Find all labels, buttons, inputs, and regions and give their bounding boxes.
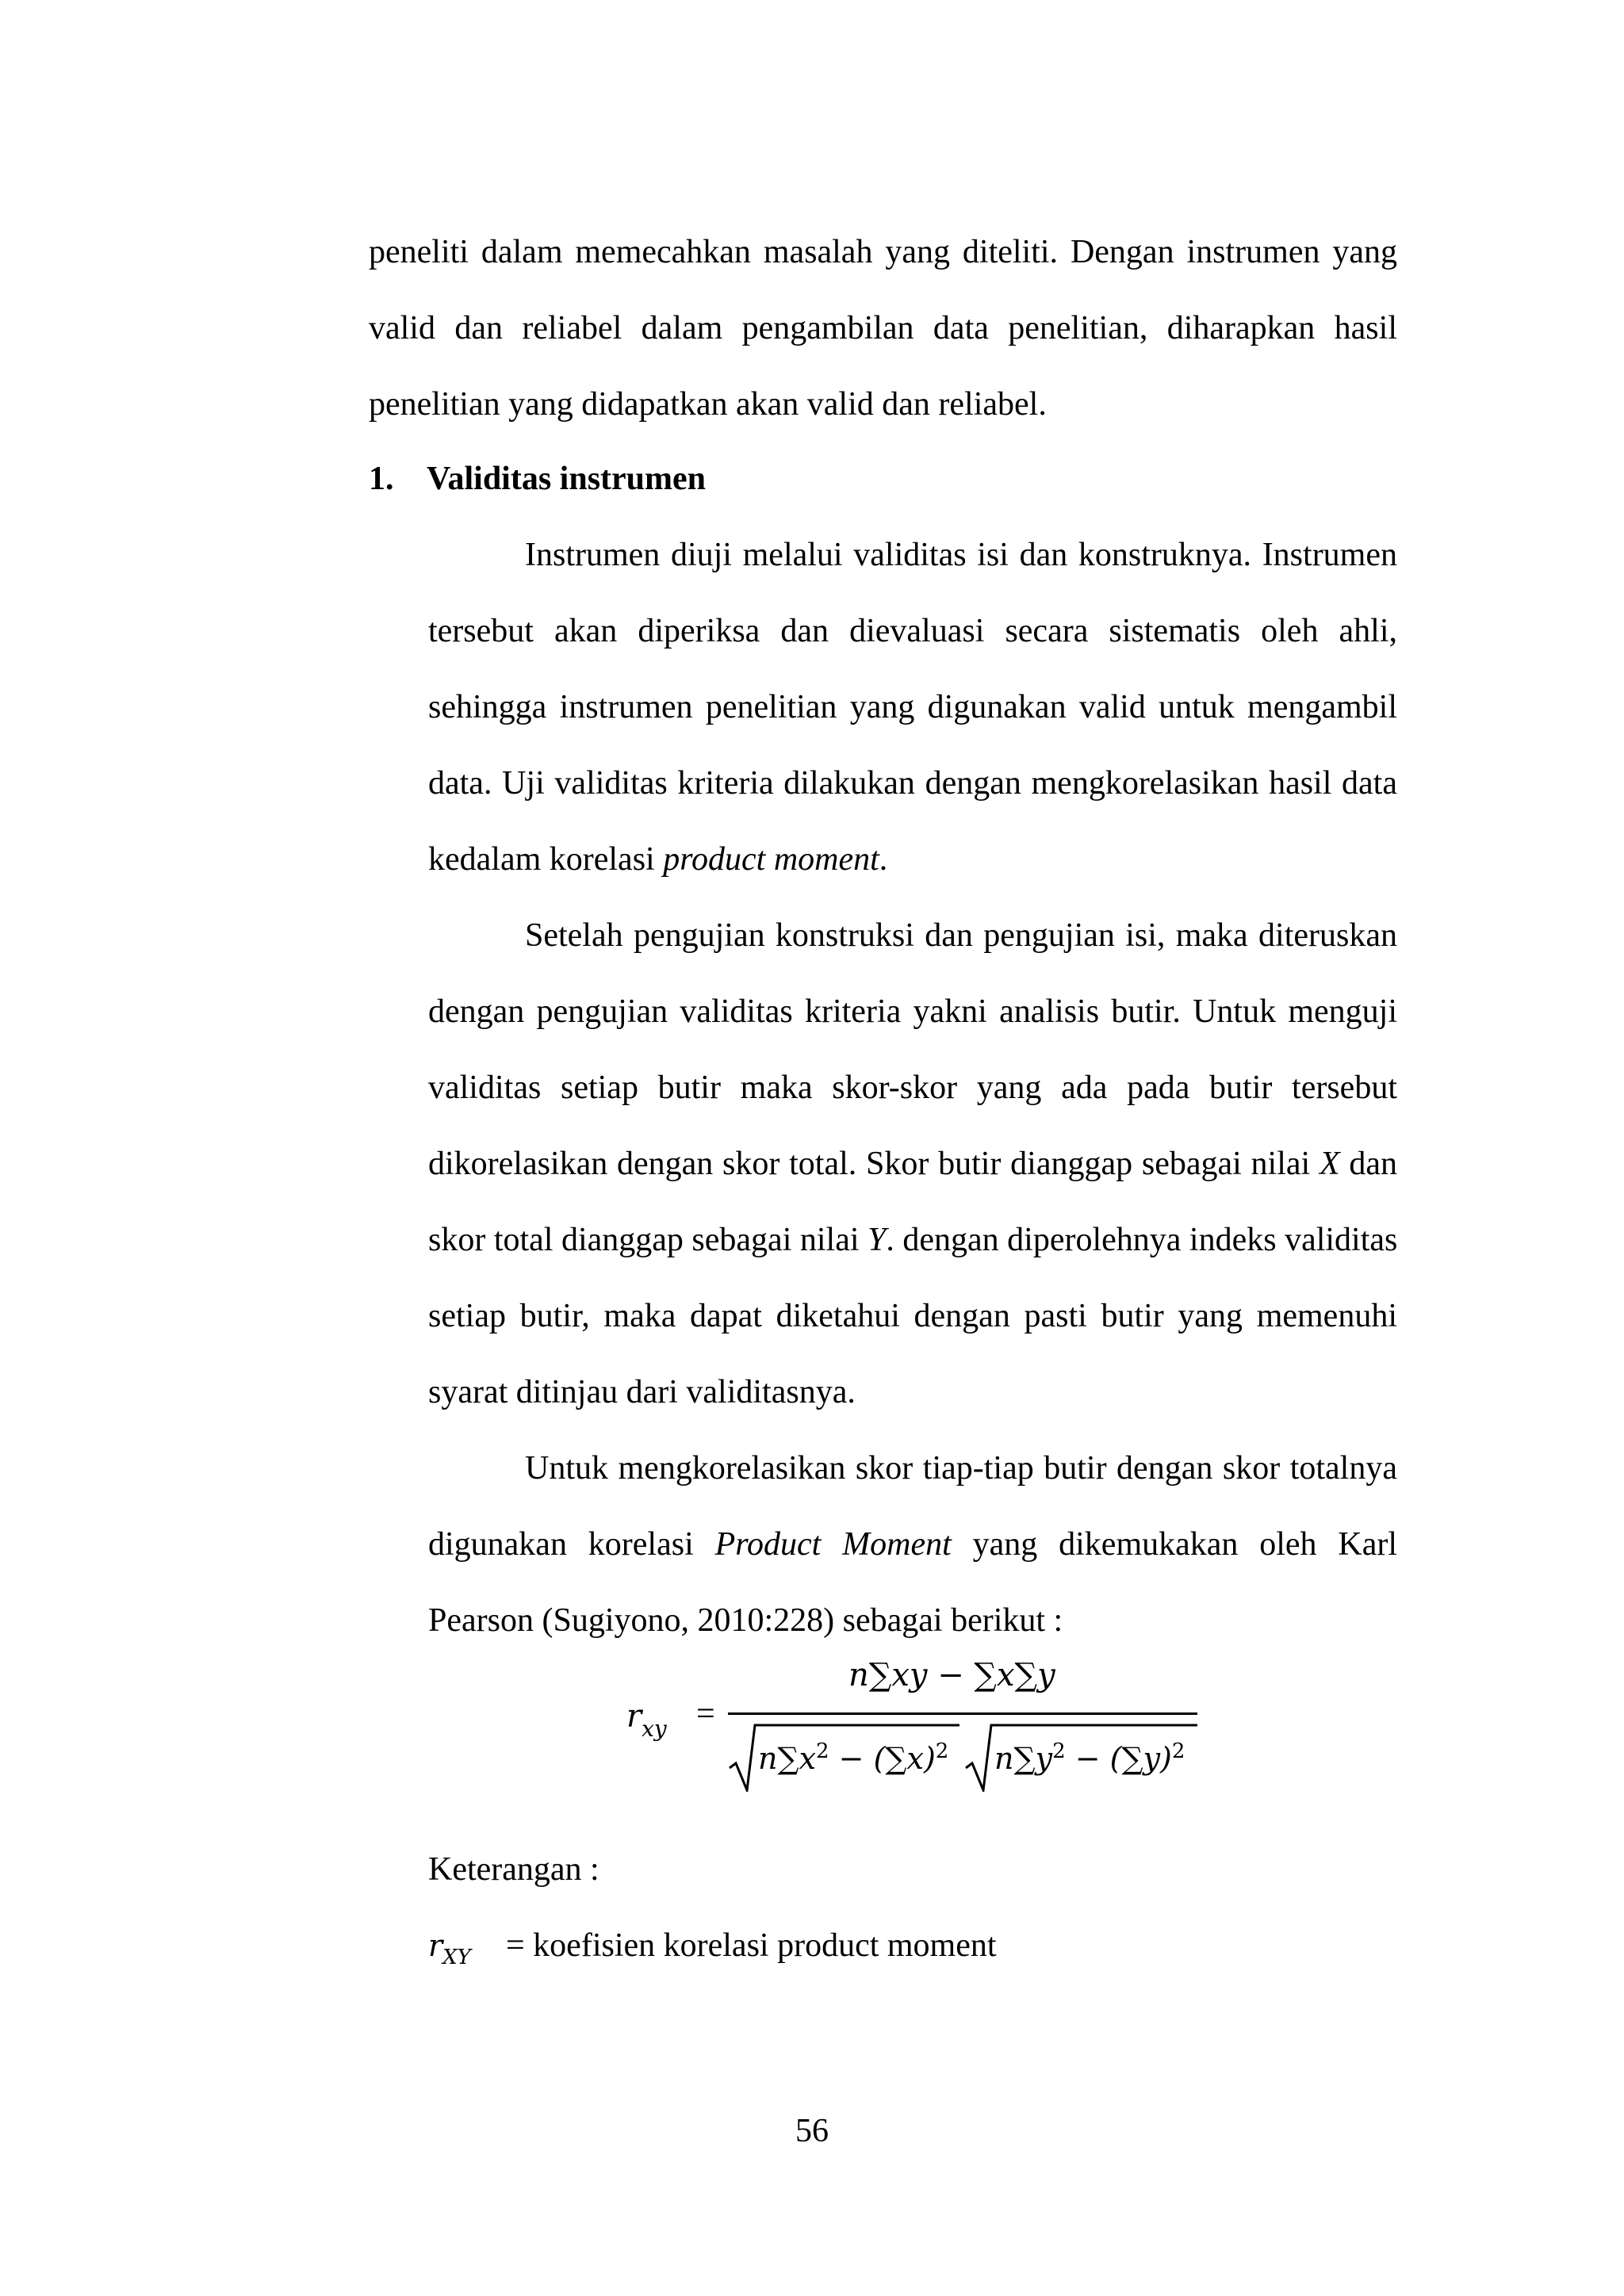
formula-numerator: n∑xy − ∑x∑y [848, 1657, 1055, 1693]
text-line: Instrumen diuji melalui validitas isi dan konstruknya. Instrumen [525, 537, 1397, 573]
text-run: kedalam korelasi [428, 841, 664, 878]
text-line: sehingga instrumen penelitian yang digunakan valid untuk mengambil [428, 689, 1397, 725]
italic-variable: X [1319, 1146, 1340, 1182]
text-line: penelitian yang didapatkan akan valid dan reliabel. [369, 386, 1047, 423]
equals-sign: = [696, 1696, 715, 1732]
legend-row [428, 1908, 997, 1996]
italic-term: product moment [663, 841, 879, 878]
text-line: valid dan reliabel dalam pengambilan data penelitian, diharapkan hasil [369, 310, 1397, 346]
text-run: dikorelasikan dengan skor total. Skor butir dianggap sebagai nilai [428, 1146, 1320, 1182]
fraction-bar [728, 1712, 1197, 1715]
text-run: skor total dianggap sebagai nilai [428, 1222, 868, 1258]
text-line: validitas setiap butir maka skor-skor yang ada pada butir tersebut [428, 1070, 1397, 1106]
text-line: Setelah pengujian konstruksi dan pengujian isi, maka diteruskan [525, 917, 1397, 954]
intro-paragraph [369, 214, 1397, 442]
text-line: data. Uji validitas kriteria dilakukan dengan mengkorelasikan hasil data [428, 765, 1397, 802]
text-line: syarat ditinjau dari validitasnya. [428, 1374, 856, 1410]
text-line [428, 1126, 1397, 1202]
formula-lhs: $r_{xy}$ [626, 1698, 667, 1742]
formula-denominator [728, 1722, 1197, 1793]
radical-y: $n\sum y^2 - (\sum y)^2$ [964, 1722, 1197, 1792]
text-line: Untuk mengkorelasikan skor tiap-tiap butir dengan skor totalnya [525, 1450, 1397, 1487]
italic-term: Product Moment [714, 1526, 952, 1563]
text-line: setiap butir, maka dapat diketahui dengan pasti butir yang memenuhi [428, 1298, 1397, 1334]
pearson-formula [626, 1657, 1197, 1792]
body-paragraphs [428, 517, 1397, 1659]
text-run: digunakan korelasi [428, 1526, 715, 1563]
text-run: yang dikemukakan oleh Karl [951, 1526, 1398, 1563]
text-run: . [879, 841, 888, 878]
radical-x: $n\sum x^2 - (\sum x)^2$ [728, 1722, 959, 1792]
text-run: . dengan diperolehnya indeks validitas [886, 1222, 1398, 1258]
text-line: peneliti dalam memecahkan masalah yang diteliti. Dengan instrumen yang [369, 234, 1397, 270]
legend-symbol: $r_{XY}$ [428, 1928, 471, 1969]
section-number: 1. [369, 461, 394, 497]
section-heading [369, 441, 706, 517]
section-title: Validitas instrumen [427, 461, 707, 497]
italic-variable: Y [868, 1222, 887, 1258]
text-line [428, 1202, 1397, 1278]
text-line [428, 821, 1397, 897]
legend-description: = koefisien korelasi product moment [506, 1927, 997, 1964]
page-number: 56 [795, 2113, 829, 2149]
keterangan-label: Keterangan : [428, 1851, 599, 1888]
text-line: tersebut akan diperiksa dan dievaluasi secara sistematis oleh ahli, [428, 613, 1397, 649]
text-run: dan [1339, 1146, 1397, 1182]
text-line [428, 1506, 1397, 1582]
text-line: Pearson (Sugiyono, 2010:228) sebagai berikut : [428, 1602, 1063, 1639]
text-line: dengan pengujian validitas kriteria yakni analisis butir. Untuk menguji [428, 993, 1397, 1030]
